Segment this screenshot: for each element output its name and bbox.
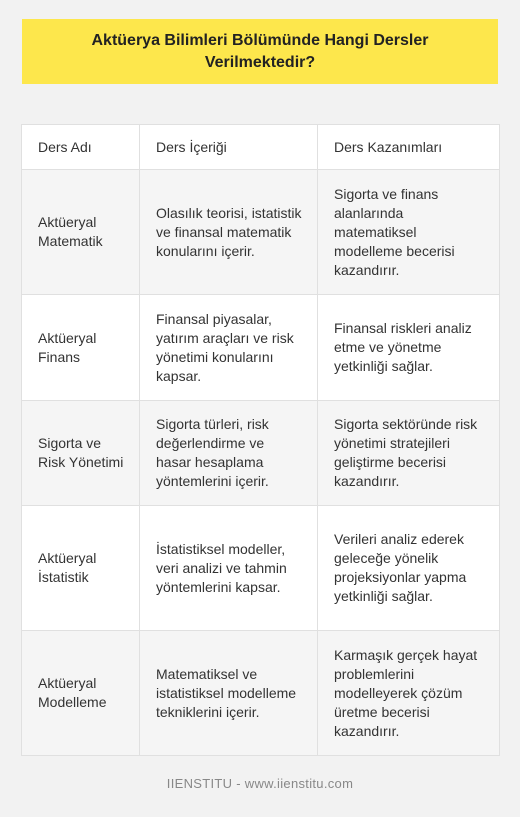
course-outcome-cell: Sigorta ve finans alanlarında matematiksel modelleme becerisi kazandırır.	[318, 170, 500, 295]
course-content-cell: Matematiksel ve istatistiksel modelleme tekniklerini içerir.	[140, 631, 318, 756]
course-outcome-cell: Sigorta sektöründe risk yönetimi stratejileri geliştirme becerisi kazandırır.	[318, 401, 500, 506]
table-row	[22, 401, 500, 506]
footer-credit: IIENSTITU - www.iienstitu.com	[166, 776, 354, 791]
column-header-course-outcomes: Ders Kazanımları	[318, 125, 500, 170]
course-content-cell: Finansal piyasalar, yatırım araçları ve risk yönetimi konularını kapsar.	[140, 295, 318, 401]
course-name-cell: Aktüeryal Matematik	[22, 170, 140, 295]
table-header-row	[22, 125, 500, 170]
title-banner	[22, 19, 498, 84]
column-header-course-content: Ders İçeriği	[140, 125, 318, 170]
course-name-cell: Sigorta ve Risk Yönetimi	[22, 401, 140, 506]
course-outcome-cell: Finansal riskleri analiz etme ve yönetme yetkinliği sağlar.	[318, 295, 500, 401]
course-content-cell: Sigorta türleri, risk değerlendirme ve hasar hesaplama yöntemlerini içerir.	[140, 401, 318, 506]
table-row	[22, 170, 500, 295]
course-content-cell: Olasılık teorisi, istatistik ve finansal matematik konularını içerir.	[140, 170, 318, 295]
course-outcome-cell: Karmaşık gerçek hayat problemlerini modelleyerek çözüm üretme becerisi kazandırır.	[318, 631, 500, 756]
column-header-course-name: Ders Adı	[22, 125, 140, 170]
course-outcome-cell: Verileri analiz ederek geleceğe yönelik projeksiyonlar yapma yetkinliği sağlar.	[318, 506, 500, 631]
table-row	[22, 295, 500, 401]
page-title: Aktüerya Bilimleri Bölümünde Hangi Dersler Verilmektedir?	[91, 31, 429, 71]
course-name-cell: Aktüeryal İstatistik	[22, 506, 140, 631]
course-name-cell: Aktüeryal Modelleme	[22, 631, 140, 756]
table-row	[22, 506, 500, 631]
courses-table	[21, 124, 500, 756]
course-name-cell: Aktüeryal Finans	[22, 295, 140, 401]
course-content-cell: İstatistiksel modeller, veri analizi ve tahmin yöntemlerini kapsar.	[140, 506, 318, 631]
table-row	[22, 631, 500, 756]
